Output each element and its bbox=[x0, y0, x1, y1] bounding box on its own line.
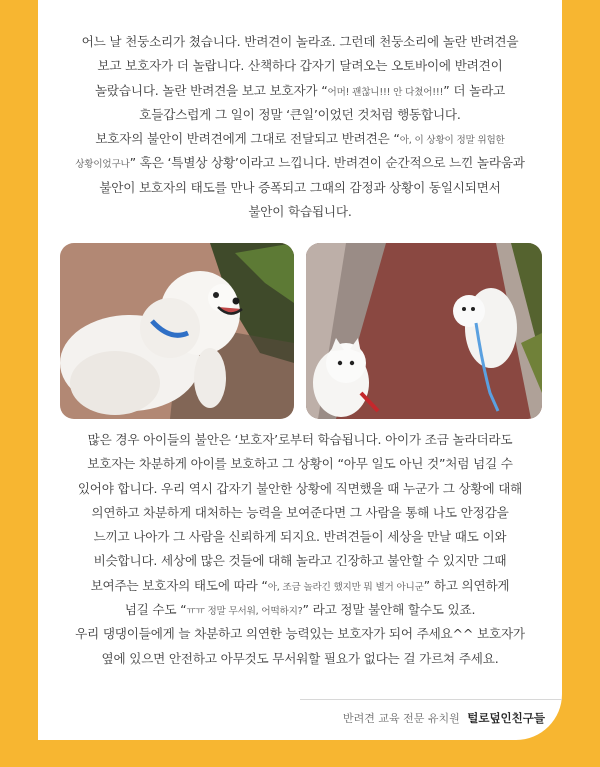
text-line bbox=[0, 54, 600, 78]
handwritten-quote: ㅠㅠ 정말 무서워, 어떡하지? bbox=[186, 606, 303, 618]
dog-photo-left bbox=[60, 243, 294, 419]
text-line bbox=[0, 622, 600, 646]
text-segment: ” 혹은 ‘특별상 상황’이라고 느낍니다. 반려견이 순간적으로 느낀 놀라움과 bbox=[129, 155, 525, 171]
text-segment: 어느 날 천둥소리가 쳤습니다. 반려견이 놀라죠. 그런데 천둥소리에 놀란 반려견을 bbox=[81, 34, 519, 49]
text-line bbox=[0, 525, 600, 549]
text-segment: 비슷합니다. 세상에 많은 것들에 대해 놀라고 긴장하고 불안할 수 있지만 그때 bbox=[93, 553, 507, 569]
handwritten-quote: 상황이었구나 bbox=[75, 159, 130, 171]
footer-caption: 반려견 교육 전문 유치원 bbox=[342, 712, 460, 725]
text-line bbox=[0, 103, 600, 127]
text-segment: 호들갑스럽게 그 일이 정말 ‘큰일’이었던 것처럼 행동합니다. bbox=[139, 106, 461, 122]
handwritten-quote: 아, 조금 놀라긴 했지만 뭐 별거 아니군 bbox=[267, 581, 424, 593]
footer-brand: 털로덮인친구들 bbox=[467, 711, 545, 725]
text-segment: 보호자의 불안이 반려견에게 그대로 전달되고 반려견은 “ bbox=[95, 131, 400, 147]
text-segment: 느끼고 나아가 그 사람을 신뢰하게 되지요. 반려견들이 세상을 만날 때도 이와 bbox=[93, 529, 507, 545]
footer-divider bbox=[300, 699, 562, 700]
text-line bbox=[0, 598, 600, 622]
text-line bbox=[0, 549, 600, 573]
text-segment: 많은 경우 아이들의 불안은 ‘보호자’로부터 학습됩니다. 아이가 조금 놀라더라도 bbox=[87, 432, 513, 447]
text-line bbox=[0, 647, 600, 671]
dog-photo-left-illustration bbox=[60, 243, 294, 419]
text-segment: 불안이 학습됩니다. bbox=[248, 204, 352, 220]
text-line bbox=[0, 151, 600, 175]
text-segment: 의연하고 차분하게 대처하는 능력을 보여준다면 그 사람을 통해 나도 안정감을 bbox=[91, 504, 509, 520]
text-segment: 놀랐습니다. 놀란 반려견을 보고 보호자가 “ bbox=[94, 82, 328, 98]
text-segment: ” 더 놀라고 bbox=[443, 82, 506, 98]
text-segment: ” 라고 정말 불안해 할수도 있죠. bbox=[302, 602, 476, 618]
handwritten-quote: 어머! 괜찮니!!! 안 다쳤어!!! bbox=[327, 86, 444, 98]
text-line bbox=[0, 176, 600, 200]
dog-photo-right bbox=[306, 243, 542, 419]
text-line bbox=[0, 501, 600, 525]
paragraph-1 bbox=[0, 30, 600, 224]
text-line bbox=[0, 30, 600, 54]
text-segment: 보여주는 보호자의 태도에 따라 “ bbox=[90, 577, 268, 593]
text-segment: 있어야 합니다. 우리 역시 갑자기 불안한 상황에 직면했을 때 누군가 그 상황에 대해 bbox=[77, 480, 523, 496]
text-line bbox=[0, 574, 600, 598]
dog-photo-right-illustration bbox=[306, 243, 542, 419]
text-segment: 보고 보호자가 더 놀랍니다. 산책하다 갑자기 달려오는 오토바이에 반려견이 bbox=[97, 58, 503, 74]
paragraph-2 bbox=[0, 428, 600, 671]
text-line bbox=[0, 452, 600, 476]
text-segment: ” 하고 의연하게 bbox=[423, 577, 510, 593]
footer bbox=[0, 710, 545, 726]
text-segment: 옆에 있으면 안전하고 아무것도 무서워할 필요가 없다는 걸 가르쳐 주세요. bbox=[101, 650, 499, 666]
text-segment: 우리 댕댕이들에게 늘 차분하고 의연한 능력있는 보호자가 되어 주세요^^ 보호자가 bbox=[75, 626, 525, 642]
text-segment: 넘길 수도 “ bbox=[124, 602, 187, 618]
text-segment: 불안이 보호자의 태도를 만나 증폭되고 그때의 감정과 상황이 동일시되면서 bbox=[99, 179, 501, 195]
handwritten-quote: 아, 이 상황이 정말 위험한 bbox=[399, 135, 505, 147]
text-segment: 보호자는 차분하게 아이를 보호하고 그 상황이 “아무 일도 아닌 것”처럼 넘길 수 bbox=[87, 456, 513, 472]
text-line bbox=[0, 477, 600, 501]
text-line bbox=[0, 200, 600, 224]
text-line bbox=[0, 127, 600, 151]
text-line bbox=[0, 428, 600, 452]
text-line bbox=[0, 79, 600, 103]
